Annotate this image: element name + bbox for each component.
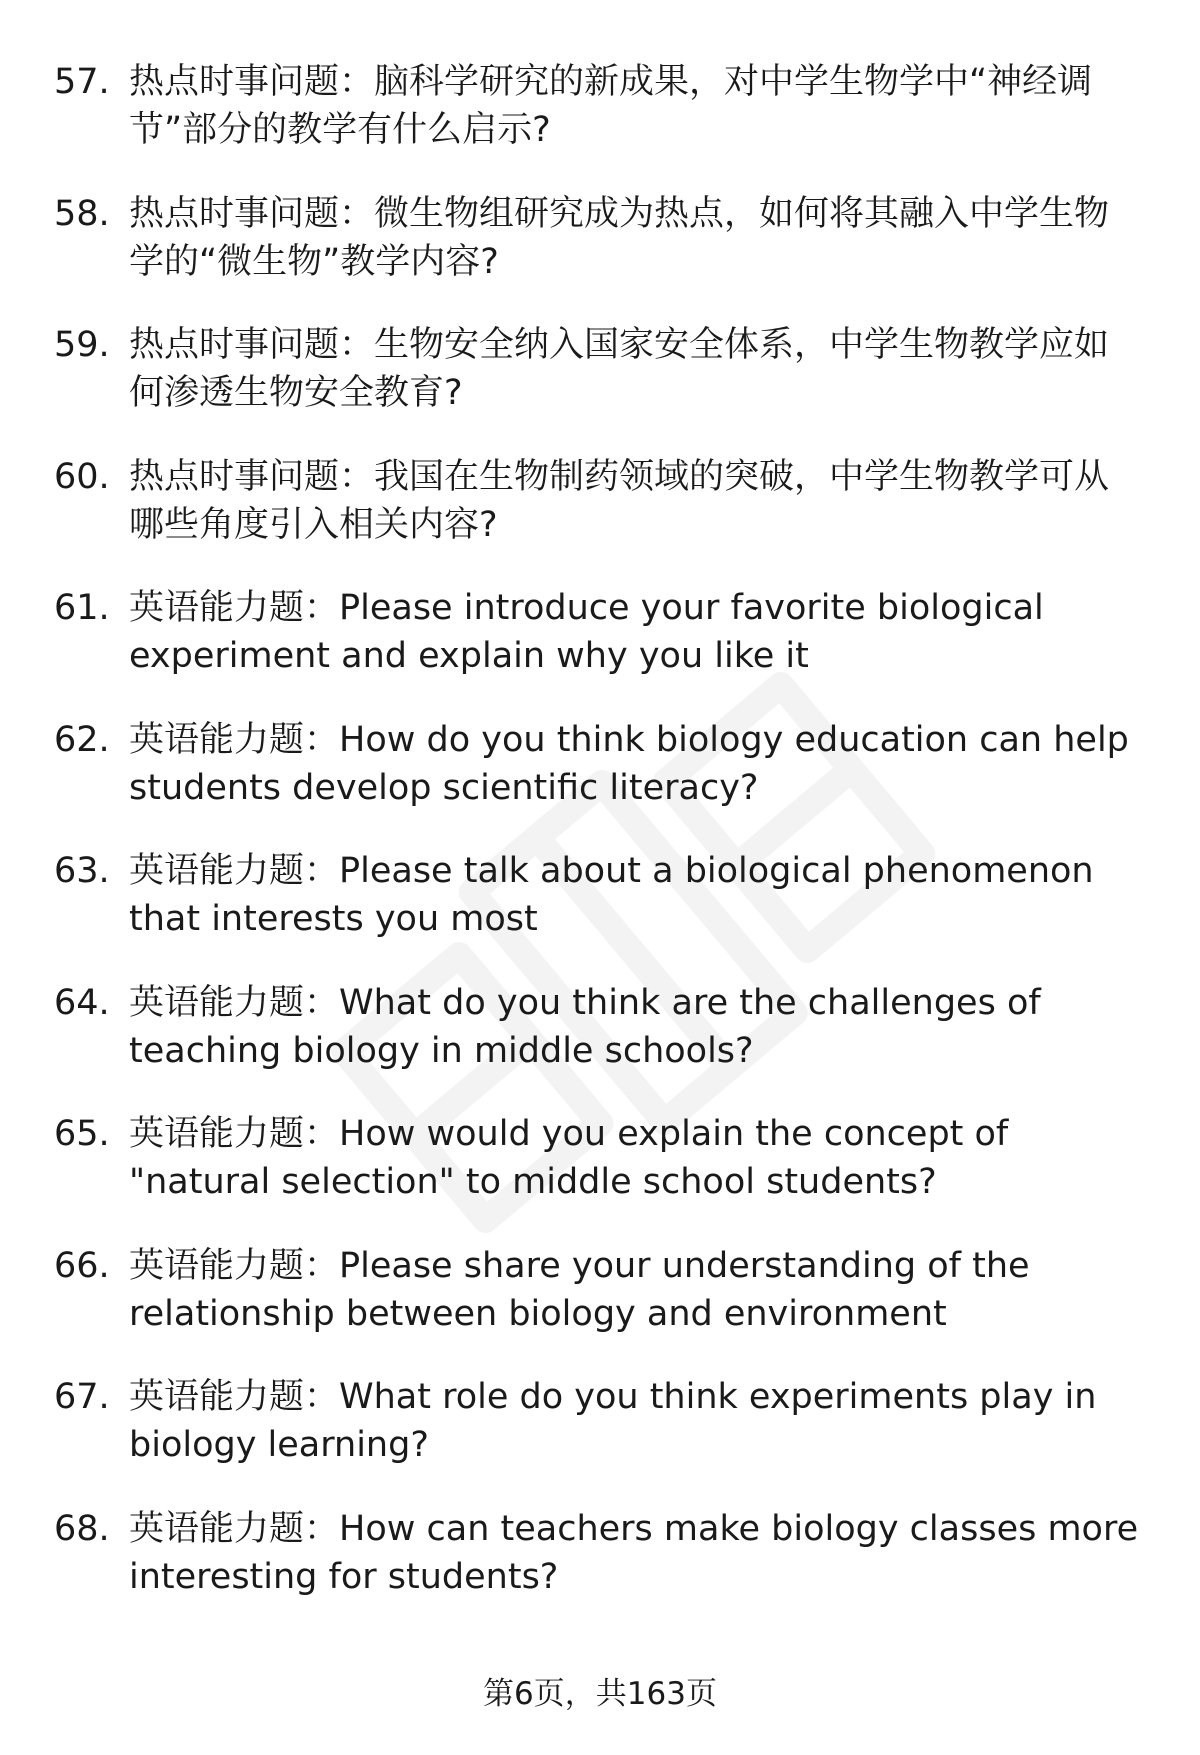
question-item	[0, 1242, 1200, 1374]
question-number: 64.	[54, 982, 110, 1023]
question-number: 57.	[54, 62, 110, 102]
question-item	[0, 190, 1200, 322]
question-body	[129, 58, 1139, 154]
question-item	[0, 453, 1200, 585]
question-text: 生物安全纳入国家安全体系，中学生物教学应如何渗透生物安全教育?	[129, 325, 1110, 413]
question-number: 65.	[54, 1114, 110, 1154]
question-text: 微生物组研究成为热点，如何将其融入中学生物学的“微生物”教学内容?	[129, 193, 1110, 282]
question-text: Please share your understanding of the relationship between biology and environment	[129, 1245, 1030, 1334]
question-item	[0, 58, 1200, 190]
question-category: 热点时事问题：	[129, 193, 375, 234]
question-item	[0, 321, 1200, 453]
question-text: What role do you think experiments play in biology learning?	[129, 1377, 1097, 1465]
question-body	[129, 453, 1139, 549]
question-item	[0, 1373, 1200, 1505]
question-item	[0, 584, 1200, 716]
question-category: 热点时事问题：	[129, 456, 375, 497]
question-number: 66.	[54, 1245, 110, 1286]
question-body	[129, 979, 1139, 1075]
question-category: 英语能力题：	[129, 1508, 340, 1549]
question-body	[129, 1242, 1139, 1338]
question-list	[0, 58, 1200, 1636]
question-number: 63.	[54, 851, 110, 891]
question-number: 60.	[54, 456, 110, 497]
question-body	[129, 1373, 1139, 1469]
question-text: How can teachers make biology classes more interesting for students?	[129, 1508, 1139, 1597]
question-category: 英语能力题：	[129, 1114, 340, 1154]
question-body	[129, 1110, 1139, 1206]
question-number: 61.	[54, 588, 110, 628]
question-category: 热点时事问题：	[129, 325, 375, 365]
question-item	[0, 847, 1200, 979]
question-number: 62.	[54, 719, 110, 760]
question-text: 脑科学研究的新成果，对中学生物学中“神经调节”部分的教学有什么启示?	[129, 62, 1093, 150]
question-text: Please introduce your favorite biological experiment and explain why you like it	[129, 588, 1044, 676]
question-number: 58.	[54, 193, 110, 234]
question-category: 英语能力题：	[129, 851, 340, 891]
question-category: 英语能力题：	[129, 982, 340, 1023]
question-number: 59.	[54, 325, 110, 365]
question-text: How would you explain the concept of "natural selection" to middle school students?	[129, 1114, 1009, 1202]
question-item	[0, 979, 1200, 1111]
question-text: Please talk about a biological phenomenon that interests you most	[129, 851, 1094, 939]
question-item	[0, 1505, 1200, 1637]
question-category: 英语能力题：	[129, 1377, 340, 1417]
question-category: 英语能力题：	[129, 1245, 340, 1286]
question-item	[0, 1110, 1200, 1242]
question-item	[0, 716, 1200, 848]
question-body	[129, 584, 1139, 680]
question-text: 我国在生物制药领域的突破，中学生物教学可从哪些角度引入相关内容?	[129, 456, 1110, 545]
question-number: 68.	[54, 1508, 110, 1549]
question-category: 热点时事问题：	[129, 62, 375, 102]
question-body	[129, 716, 1139, 812]
question-body	[129, 847, 1139, 943]
question-category: 英语能力题：	[129, 588, 340, 628]
question-body	[129, 190, 1139, 286]
question-category: 英语能力题：	[129, 719, 340, 760]
question-body	[129, 1505, 1139, 1601]
page-footer: 第6页，共163页	[483, 1676, 717, 1712]
question-text: What do you think are the challenges of teaching biology in middle schools?	[129, 982, 1041, 1071]
question-body	[129, 321, 1139, 417]
question-text: How do you think biology education can help students develop scientific literacy?	[129, 719, 1129, 808]
question-number: 67.	[54, 1377, 110, 1417]
